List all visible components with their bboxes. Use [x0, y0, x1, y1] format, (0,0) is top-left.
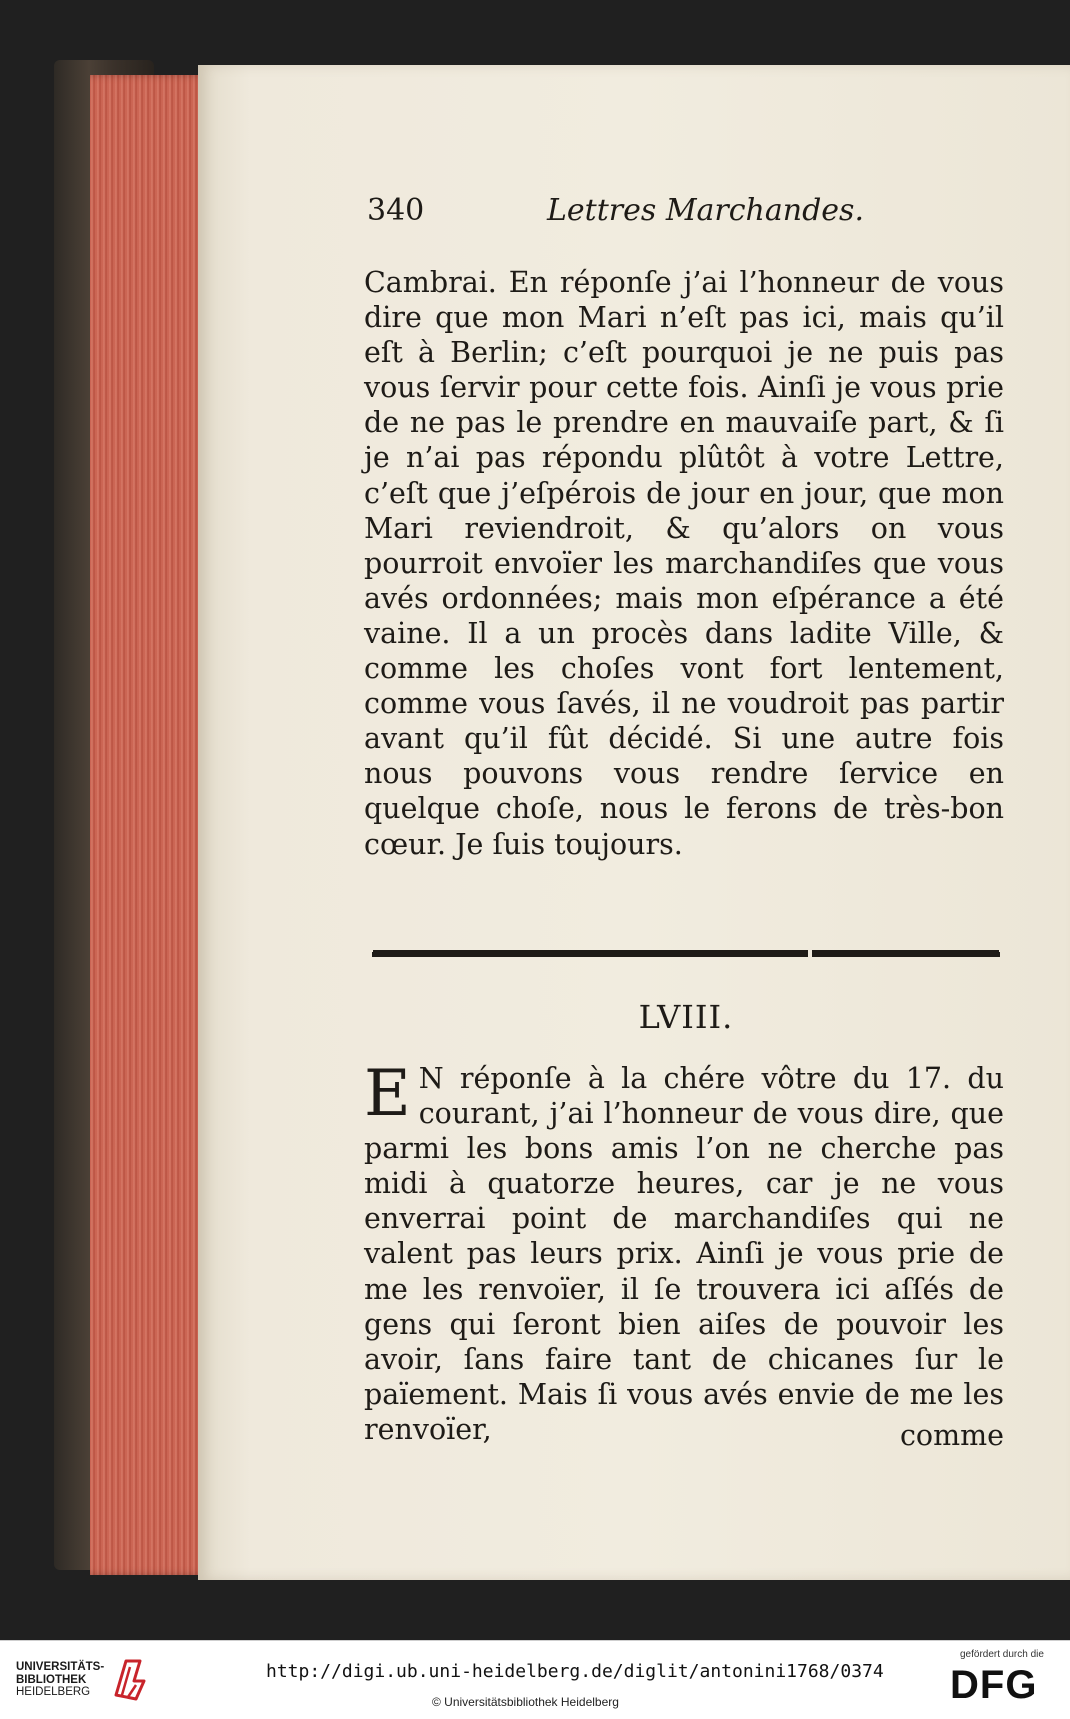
running-head: [367, 193, 1007, 237]
library-name-line-2: BIBLIOTHEK: [16, 1673, 87, 1686]
library-logo-text: [16, 1661, 104, 1699]
letter-paragraph: [364, 1057, 1004, 1447]
page-number: 340: [367, 193, 425, 228]
library-name-line-1: UNIVERSITÄTS-: [16, 1661, 105, 1673]
letter-paragraph-continued: Cambrai. En réponſe j’ai l’honneur de vous dire que mon Mari n’eſt pas ici, mais qu’il eſt à Berlin; c’eſt pourquoi je ne puis pas vous ſervir pour cette fois. Ainſi je vous prie de ne pas le prendre en mauvaiſe part, & ſi je n’ai pas répondu plûtôt à votre Lettre, c’eſt que j’eſpérois de jour en jour, que mon Mari reviendroit, & qu’alors on vous pourroit envoïer les marchandiſes que vous avés ordonnées; mais mon eſpérance a été vaine. Il a un procès dans ladite Ville, & comme les choſes vont fort lentement, comme vous ſavés, il ne voudroit pas partir avant qu’il fût décidé. Si une autre fois nous pouvons vous rendre ſervice en quelque choſe, nous le ferons de très-bon cœur. Je ſuis toujours.: [364, 266, 1004, 861]
permalink-url[interactable]: http://digi.ub.uni-heidelberg.de/diglit/antonini1768/0374: [266, 1661, 884, 1682]
catchword: comme: [899, 1419, 1004, 1452]
running-title: Lettres Marchandes.: [547, 193, 864, 228]
page-edges: [90, 75, 210, 1575]
section-divider-gap: [808, 948, 812, 960]
funding-label: gefördert durch die: [960, 1649, 1044, 1660]
viewer-footer: [0, 1640, 1070, 1719]
dfg-logo: DFG: [950, 1663, 1038, 1707]
library-name-line-3: HEIDELBERG: [16, 1686, 91, 1698]
library-mark-icon: [110, 1655, 150, 1701]
drop-cap: E: [364, 1057, 411, 1131]
copyright-notice: © Universitätsbibliothek Heidelberg: [432, 1695, 619, 1709]
section-divider-rule: [372, 952, 1000, 957]
letter-paragraph-body: N réponſe à la chére vôtre du 17. du courant, j’ai l’honneur de vous dire, que parmi les bons amis l’on ne cherche pas midi à quatorze heures, car je ne vous enverrai point de marchandiſes qui ne valent pas leurs prix. Ainſi je vous prie de me les renvoïer, il ſe trouvera ici aſſés de gens qui ſeront bien aiſes de pouvoir les avoir, ſans faire tant de chicanes ſur le païement. Mais ſi vous avés envie de me les renvoïer,: [364, 1062, 1004, 1446]
letter-number-heading: LVIII.: [638, 998, 734, 1036]
